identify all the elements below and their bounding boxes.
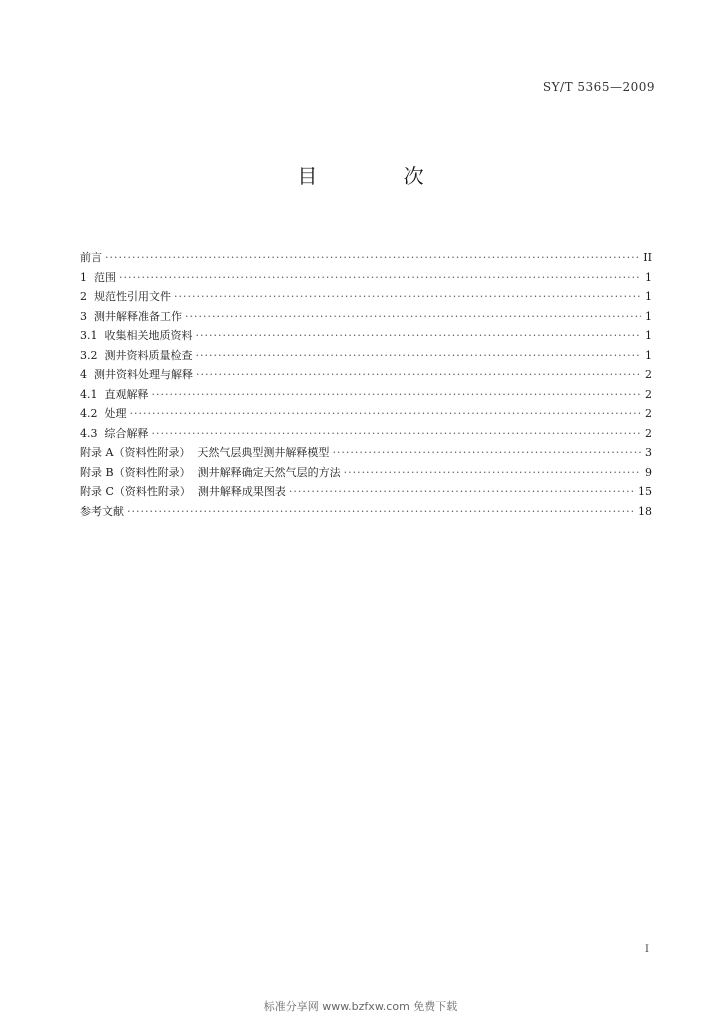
toc-leader-dots xyxy=(119,268,641,288)
toc-leader-dots xyxy=(105,248,640,268)
toc-leader-dots xyxy=(185,307,641,327)
toc-entry[interactable] xyxy=(80,307,652,327)
toc-entry-page: II xyxy=(643,251,652,264)
toc-entry[interactable] xyxy=(80,268,652,288)
toc-leader-dots xyxy=(130,404,642,424)
toc-entry[interactable] xyxy=(80,502,652,522)
toc-entry[interactable] xyxy=(80,463,652,483)
toc-entry-page: 9 xyxy=(645,465,652,479)
toc-entry-number: 3.1 xyxy=(80,329,98,342)
toc-entry[interactable] xyxy=(80,424,652,444)
toc-leader-dots xyxy=(174,287,641,307)
toc-entry[interactable] xyxy=(80,346,652,366)
toc-leader-dots xyxy=(289,482,635,502)
toc-entry-page: 1 xyxy=(645,329,652,342)
toc-entry-page: 1 xyxy=(645,270,652,284)
toc-entry[interactable] xyxy=(80,287,652,307)
toc-entry[interactable] xyxy=(80,326,652,346)
toc-leader-dots xyxy=(332,443,641,463)
toc-entry-number: 2 xyxy=(80,290,87,303)
toc-entry-number: 3 xyxy=(80,309,87,323)
toc-leader-dots xyxy=(196,326,642,346)
toc-leader-dots xyxy=(196,346,642,366)
toc-entry-title: 附录 C（资料性附录） 测井解释成果图表 xyxy=(80,485,286,498)
toc-entry-page: 15 xyxy=(638,485,652,498)
toc-entry[interactable] xyxy=(80,365,652,385)
toc-leader-dots xyxy=(127,502,635,522)
toc-entry-page: 1 xyxy=(645,309,652,323)
toc-entry-title: 直观解释 xyxy=(97,387,149,401)
toc-title: 目 次 xyxy=(297,164,464,188)
toc-entry[interactable] xyxy=(80,385,652,405)
toc-leader-dots xyxy=(344,463,641,483)
toc-leader-dots xyxy=(152,385,642,405)
toc-entry-title: 测井资料处理与解释 xyxy=(87,368,193,381)
toc-entry-title: 处理 xyxy=(97,407,127,420)
toc-entry-number: 4.3 xyxy=(80,426,98,440)
toc-entry-title: 收集相关地质资料 xyxy=(97,329,193,342)
toc-entry-page: 1 xyxy=(645,348,652,362)
toc-entry[interactable] xyxy=(80,482,652,502)
table-of-contents xyxy=(80,248,652,521)
toc-entry-title: 测井资料质量检查 xyxy=(97,348,193,362)
toc-entry-number: 1 xyxy=(80,270,87,284)
document-code: SY/T 5365—2009 xyxy=(542,80,655,94)
toc-entry[interactable] xyxy=(80,443,652,463)
toc-entry-page: 2 xyxy=(645,407,652,420)
page-number: I xyxy=(645,944,649,955)
toc-entry-page: 2 xyxy=(645,387,652,401)
toc-entry-page: 1 xyxy=(645,290,652,303)
toc-entry-title: 综合解释 xyxy=(97,426,149,440)
toc-entry-title: 范围 xyxy=(87,270,116,284)
toc-entry-title: 前言 xyxy=(80,251,102,264)
toc-entry-page: 18 xyxy=(638,504,652,518)
toc-entry-title: 参考文献 xyxy=(80,504,124,518)
toc-entry-title: 测井解释准备工作 xyxy=(87,309,182,323)
toc-entry-title: 附录 A（资料性附录） 天然气层典型测井解释模型 xyxy=(80,446,330,459)
toc-entry-page: 2 xyxy=(645,426,652,440)
toc-entry-page: 3 xyxy=(645,446,652,459)
footer-watermark-text: 标准分享网 www.bzfxw.com 免费下载 xyxy=(263,1000,458,1013)
toc-entry-number: 4 xyxy=(80,368,87,381)
toc-entry-number: 3.2 xyxy=(80,348,98,362)
toc-entry-number: 4.1 xyxy=(80,387,98,401)
toc-entry-title: 附录 B（资料性附录） 测井解释确定天然气层的方法 xyxy=(80,465,341,479)
toc-entry-title: 规范性引用文件 xyxy=(87,290,171,303)
toc-entry[interactable] xyxy=(80,404,652,424)
toc-entry-page: 2 xyxy=(645,368,652,381)
toc-leader-dots xyxy=(152,424,642,444)
toc-entry[interactable] xyxy=(80,248,652,268)
toc-entry-number: 4.2 xyxy=(80,407,98,420)
toc-leader-dots xyxy=(196,365,641,385)
